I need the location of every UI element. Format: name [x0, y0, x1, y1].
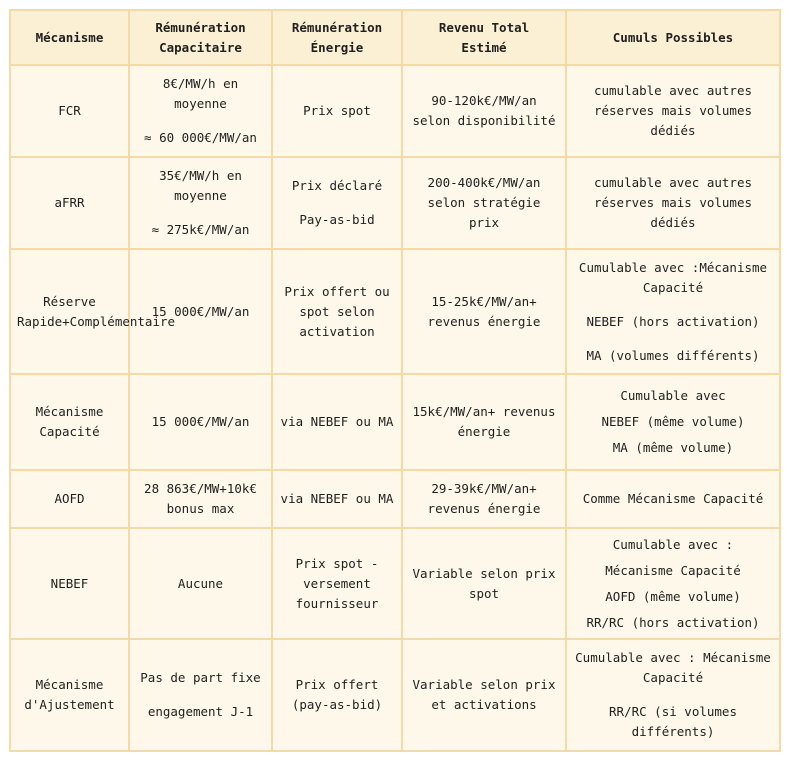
header-text: Rémunération	[291, 19, 383, 35]
header-text: Rémunération	[155, 19, 246, 35]
cell-text: via NEBEF ou MA	[280, 491, 394, 506]
comparison-table	[9, 9, 781, 752]
cell-mecanisme	[10, 470, 129, 528]
cell-remuneration-capacitaire	[129, 528, 272, 639]
header-remuneration-energie	[272, 10, 402, 65]
cell-text: Pas de part fixe	[140, 670, 261, 685]
cell-cumuls	[566, 157, 780, 249]
cell-revenu-total	[402, 470, 566, 528]
cell-remuneration-energie	[272, 528, 402, 639]
cell-text: 15 000€/MW/an	[151, 414, 250, 429]
cell-cumuls	[566, 65, 780, 157]
cell-remuneration-energie	[272, 639, 402, 751]
cell-text: MA (volumes différents)	[586, 347, 760, 363]
cell-mecanisme	[10, 157, 129, 249]
cell-revenu-total	[402, 528, 566, 639]
cell-remuneration-energie	[272, 249, 402, 374]
cell-remuneration-energie	[272, 470, 402, 528]
cell-text: cumulable avec autres réserves mais volumes dédiés	[593, 83, 753, 138]
header-revenu-total	[402, 10, 566, 65]
cell-text: 15k€/MW/an+ revenus énergie	[412, 404, 556, 439]
header-mecanisme	[10, 10, 129, 65]
cell-text: ≈ 60 000€/MW/an	[144, 130, 257, 145]
cell-text: Cumulable avec :	[612, 536, 734, 552]
cell-text: NEBEF (même volume)	[601, 414, 745, 429]
header-row	[10, 10, 780, 65]
cell-text: Variable selon prix spot	[412, 565, 556, 601]
cell-remuneration-capacitaire	[129, 639, 272, 751]
cell-revenu-total	[402, 374, 566, 470]
header-text: Cumuls Possibles	[612, 29, 734, 45]
cell-text: FCR	[58, 103, 81, 118]
cell-text: Cumulable avec : Mécanisme Capacité	[575, 650, 771, 685]
cell-text: 28 863€/MW+10k€ bonus max	[144, 481, 257, 516]
cell-text: Pay-as-bid	[299, 212, 375, 227]
cell-text: via NEBEF ou MA	[280, 414, 394, 429]
cell-text: Cumulable avec	[620, 388, 726, 403]
cell-text: 29-39k€/MW/an+ revenus énergie	[427, 481, 541, 516]
cell-text: 8€/MW/h en moyenne	[162, 76, 239, 111]
cell-revenu-total	[402, 157, 566, 249]
cell-text: RR/RC (si volumes différents)	[609, 704, 737, 739]
cell-text: Mécanisme d'Ajustement	[24, 677, 115, 712]
header-text: Revenu Total	[438, 19, 530, 35]
cell-text: engagement J-1	[147, 704, 254, 719]
cell-text: RR/RC (hors activation)	[586, 614, 760, 630]
cell-text: Variable selon prix et activations	[412, 677, 556, 712]
cell-revenu-total	[402, 249, 566, 374]
cell-text: 15-25k€/MW/an+ revenus énergie	[427, 293, 541, 329]
cell-text: NEBEF	[50, 575, 89, 591]
table-row	[10, 374, 780, 470]
cell-text: Aucune	[177, 575, 224, 591]
cell-mecanisme	[10, 639, 129, 751]
cell-text: 35€/MW/h en moyenne	[159, 168, 242, 203]
cell-remuneration-energie	[272, 374, 402, 470]
cell-cumuls	[566, 470, 780, 528]
cell-text: 90-120k€/MW/an selon disponibilité	[412, 93, 556, 128]
cell-text: Prix spot	[303, 103, 371, 118]
cell-text: Prix offert (pay-as-bid)	[291, 677, 383, 712]
header-remuneration-capacitaire	[129, 10, 272, 65]
cell-text: NEBEF (hors activation)	[586, 313, 760, 329]
table-row	[10, 65, 780, 157]
cell-text: Cumulable avec :Mécanisme Capacité	[578, 259, 768, 295]
table-row	[10, 157, 780, 249]
table-row	[10, 639, 780, 751]
header-text: Estimé	[461, 39, 507, 55]
cell-text: ≈ 275k€/MW/an	[151, 222, 250, 237]
cell-text: cumulable avec autres réserves mais volumes dédiés	[593, 175, 753, 230]
cell-cumuls	[566, 249, 780, 374]
cell-text: aFRR	[54, 195, 85, 210]
cell-remuneration-capacitaire	[129, 157, 272, 249]
table-row	[10, 249, 780, 374]
cell-mecanisme	[10, 528, 129, 639]
cell-text: Mécanisme Capacité	[35, 404, 104, 439]
cell-text: 200-400k€/MW/an selon stratégie prix	[427, 175, 541, 230]
cell-mecanisme	[10, 374, 129, 470]
cell-text: Prix déclaré	[291, 178, 383, 193]
cell-text: Prix spot - versement fournisseur	[295, 555, 379, 611]
cell-text: Mécanisme Capacité	[605, 562, 741, 578]
cell-revenu-total	[402, 639, 566, 751]
cell-text: Réserve Rapide+Complémentaire	[17, 293, 176, 329]
table-row	[10, 528, 780, 639]
cell-cumuls	[566, 374, 780, 470]
cell-text: AOFD	[54, 491, 85, 506]
cell-remuneration-capacitaire	[129, 249, 272, 374]
cell-remuneration-capacitaire	[129, 65, 272, 157]
table-row	[10, 470, 780, 528]
cell-remuneration-capacitaire	[129, 374, 272, 470]
cell-remuneration-energie	[272, 157, 402, 249]
table-container	[9, 9, 779, 752]
header-text: Capacitaire	[159, 39, 242, 55]
cell-text: MA (même volume)	[612, 440, 734, 455]
cell-text: AOFD (même volume)	[605, 588, 741, 604]
cell-text: Prix offert ou spot selon activation	[284, 283, 390, 339]
cell-text: 15 000€/MW/an	[151, 303, 250, 319]
header-text: Mécanisme	[35, 29, 104, 45]
cell-remuneration-capacitaire	[129, 470, 272, 528]
cell-text: Comme Mécanisme Capacité	[582, 491, 764, 506]
header-cumuls-possibles	[566, 10, 780, 65]
cell-revenu-total	[402, 65, 566, 157]
cell-remuneration-energie	[272, 65, 402, 157]
cell-cumuls	[566, 639, 780, 751]
cell-mecanisme	[10, 65, 129, 157]
header-text: Énergie	[310, 39, 364, 55]
cell-cumuls	[566, 528, 780, 639]
cell-mecanisme	[10, 249, 176, 374]
